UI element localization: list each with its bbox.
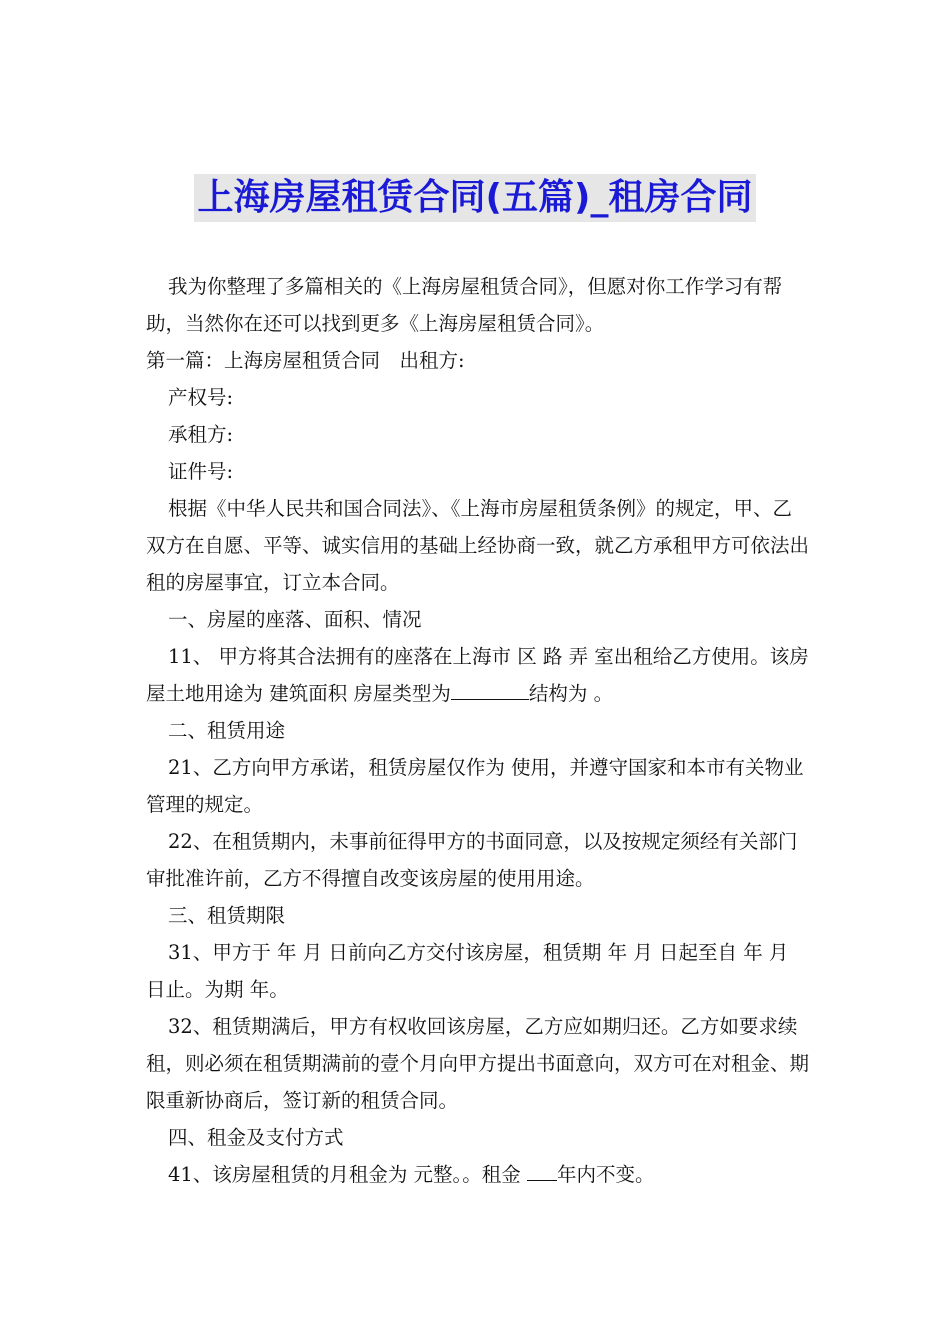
id-number-line: 证件号: [168,460,234,483]
blank-underline [527,1160,557,1181]
lessee-line: 承租方: [168,423,234,446]
section-4-heading: 四、租金及支付方式 [168,1126,344,1149]
document-body [146,268,810,1193]
title-container [0,174,950,222]
item-11-text: 11、 甲方将其合法拥有的座落在上海市 区 路 弄 室出租给乙方使用。该房屋土地用途为 建筑面积 房屋类型为 [146,645,809,705]
intro-paragraph: 我为你整理了多篇相关的《上海房屋租赁合同》，但愿对你工作学习有帮助，当然你在还可以找到更多《上海房屋租赁合同》。 [146,275,783,335]
item-11-tail: 结构为 。 [528,682,614,705]
section-1-heading: 一、房屋的座落、面积、情况 [168,608,422,631]
item-41-paragraph [146,1156,810,1193]
section-2-heading: 二、租赁用途 [168,719,286,742]
section-3-heading: 三、租赁期限 [168,904,286,927]
property-number-line: 产权号: [168,386,234,409]
item-11-paragraph [146,638,810,712]
blank-underline [451,679,529,700]
part1-heading: 第一篇：上海房屋租赁合同 出租方: [146,349,465,372]
item-31-paragraph: 31、甲方于 年 月 日前向乙方交付该房屋，租赁期 年 月 日起至自 年 月 日止。为期 年。 [146,941,789,1001]
item-21-paragraph: 21、乙方向甲方承诺，租赁房屋仅作为 使用，并遵守国家和本市有关物业管理的规定。 [146,756,804,816]
item-32-paragraph: 32、租赁期满后，甲方有权收回该房屋，乙方应如期归还。乙方如要求续租，则必须在租赁期满前的壹个月向甲方提出书面意向，双方可在对租金、期限重新协商后，签订新的租赁合同。 [146,1015,810,1112]
item-41-tail: 年内不变。 [556,1163,655,1186]
document-title: 上海房屋租赁合同(五篇)_租房合同 [194,174,757,222]
basis-paragraph: 根据《中华人民共和国合同法》、《上海市房屋租赁条例》的规定，甲、乙双方在自愿、平等、诚实信用的基础上经协商一致，就乙方承租甲方可依法出租的房屋事宜，订立本合同。 [146,497,810,594]
item-41-text: 41、该房屋租赁的月租金为 元整。。租金 [168,1163,527,1186]
item-22-paragraph: 22、在租赁期内，未事前征得甲方的书面同意，以及按规定须经有关部门审批准许前，乙方不得擅自改变该房屋的使用用途。 [146,830,798,890]
